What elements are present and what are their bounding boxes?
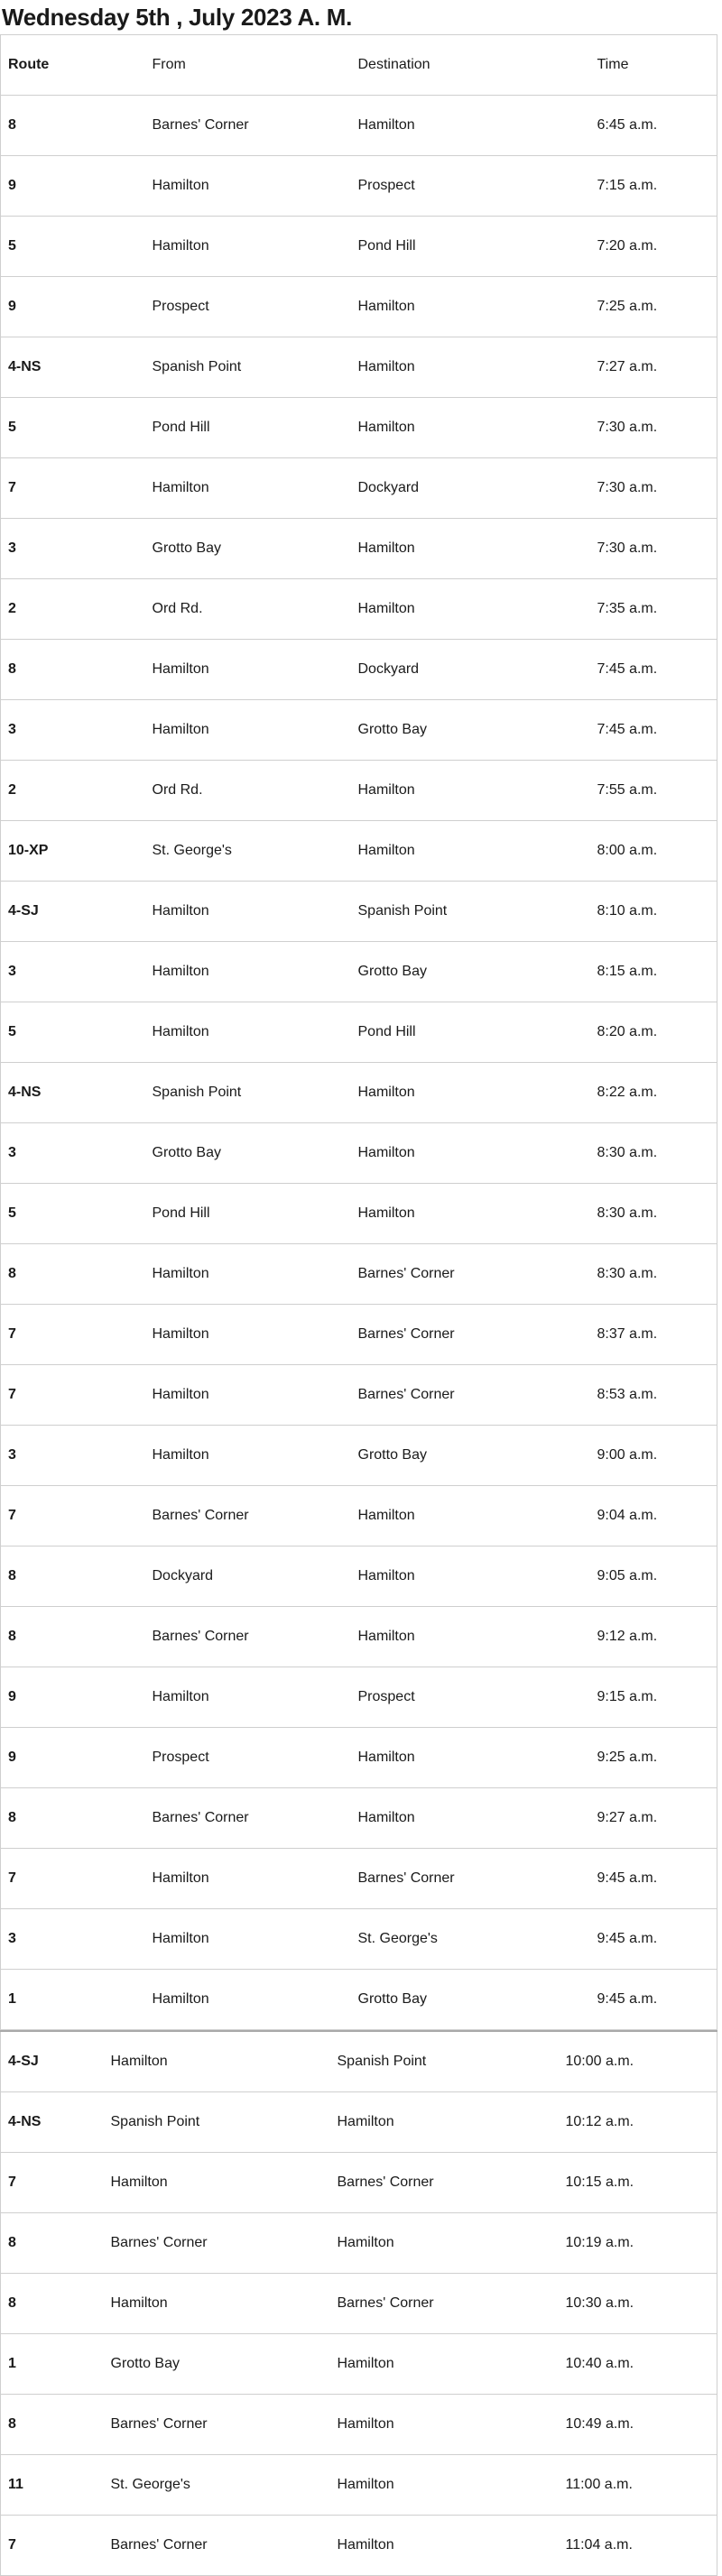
table-row xyxy=(1,1365,717,1426)
cell-destination: Barnes' Corner xyxy=(330,2274,559,2334)
cell-route: 7 xyxy=(1,1849,145,1909)
table-row xyxy=(1,1849,717,1909)
cell-time: 7:55 a.m. xyxy=(590,761,717,821)
cell-time: 9:05 a.m. xyxy=(590,1547,717,1607)
table-row xyxy=(1,640,717,700)
cell-route: 2 xyxy=(1,579,145,640)
table-row xyxy=(1,2455,717,2516)
cell-destination: Dockyard xyxy=(351,640,590,700)
cell-destination: Hamilton xyxy=(351,277,590,337)
cell-from: Barnes' Corner xyxy=(104,2213,330,2274)
cell-route: 8 xyxy=(1,1788,145,1849)
cell-from: Hamilton xyxy=(145,700,351,761)
table-row xyxy=(1,1063,717,1123)
cell-route: 5 xyxy=(1,217,145,277)
cell-time: 7:45 a.m. xyxy=(590,640,717,700)
cell-from: Barnes' Corner xyxy=(145,96,351,156)
cell-from: Hamilton xyxy=(145,640,351,700)
cell-route: 8 xyxy=(1,96,145,156)
cell-route: 7 xyxy=(1,1486,145,1547)
table-row xyxy=(1,1244,717,1305)
cell-time: 8:53 a.m. xyxy=(590,1365,717,1426)
cell-time: 11:04 a.m. xyxy=(559,2516,717,2576)
cell-from: Hamilton xyxy=(145,1970,351,2030)
cell-from: Barnes' Corner xyxy=(145,1486,351,1547)
cell-route: 1 xyxy=(1,2334,104,2395)
cell-from: Barnes' Corner xyxy=(145,1788,351,1849)
table-row xyxy=(1,2516,717,2576)
cell-route: 10-XP xyxy=(1,821,145,882)
cell-route: 7 xyxy=(1,1305,145,1365)
cell-destination: Grotto Bay xyxy=(351,700,590,761)
cell-route: 8 xyxy=(1,2395,104,2455)
table-row xyxy=(1,821,717,882)
table-row xyxy=(1,2031,717,2092)
cell-route: 8 xyxy=(1,2213,104,2274)
cell-destination: Hamilton xyxy=(351,96,590,156)
cell-destination: Barnes' Corner xyxy=(351,1365,590,1426)
cell-from: Hamilton xyxy=(145,217,351,277)
cell-route: 8 xyxy=(1,1607,145,1667)
cell-time: 7:30 a.m. xyxy=(590,519,717,579)
cell-from: Hamilton xyxy=(145,1667,351,1728)
cell-time: 7:35 a.m. xyxy=(590,579,717,640)
cell-destination: Hamilton xyxy=(351,1486,590,1547)
cell-route: 4-SJ xyxy=(1,882,145,942)
cell-time: 7:20 a.m. xyxy=(590,217,717,277)
cell-destination: Barnes' Corner xyxy=(351,1244,590,1305)
cell-destination: Hamilton xyxy=(330,2334,559,2395)
table-row xyxy=(1,337,717,398)
cell-destination: Grotto Bay xyxy=(351,1426,590,1486)
cell-time: 10:00 a.m. xyxy=(559,2031,717,2092)
cell-route: 8 xyxy=(1,1244,145,1305)
table-row xyxy=(1,2274,717,2334)
table-row xyxy=(1,458,717,519)
cell-destination: Hamilton xyxy=(351,337,590,398)
table-row xyxy=(1,217,717,277)
table-row xyxy=(1,1184,717,1244)
table-row xyxy=(1,1547,717,1607)
cell-destination: Hamilton xyxy=(351,1788,590,1849)
cell-route: 8 xyxy=(1,2274,104,2334)
cell-destination: Hamilton xyxy=(351,1063,590,1123)
cell-from: St. George's xyxy=(104,2455,330,2516)
cell-from: St. George's xyxy=(145,821,351,882)
cell-destination: Pond Hill xyxy=(351,217,590,277)
cell-from: Barnes' Corner xyxy=(104,2516,330,2576)
cell-time: 7:25 a.m. xyxy=(590,277,717,337)
cell-route: 3 xyxy=(1,700,145,761)
cell-destination: Hamilton xyxy=(330,2455,559,2516)
cell-time: 8:30 a.m. xyxy=(590,1184,717,1244)
cell-route: 4-NS xyxy=(1,337,145,398)
cell-time: 9:45 a.m. xyxy=(590,1849,717,1909)
cell-from: Hamilton xyxy=(145,156,351,217)
cell-time: 9:04 a.m. xyxy=(590,1486,717,1547)
cell-time: 9:45 a.m. xyxy=(590,1909,717,1970)
cell-time: 9:00 a.m. xyxy=(590,1426,717,1486)
cell-from: Hamilton xyxy=(104,2274,330,2334)
cell-destination: Dockyard xyxy=(351,458,590,519)
cell-from: Spanish Point xyxy=(145,1063,351,1123)
column-header-from: From xyxy=(145,35,351,96)
cell-from: Prospect xyxy=(145,1728,351,1788)
cell-destination: Grotto Bay xyxy=(351,1970,590,2030)
table-row xyxy=(1,2092,717,2153)
cell-route: 7 xyxy=(1,2516,104,2576)
cell-destination: Hamilton xyxy=(351,519,590,579)
cell-from: Grotto Bay xyxy=(145,519,351,579)
cell-time: 7:30 a.m. xyxy=(590,458,717,519)
cell-from: Hamilton xyxy=(145,1365,351,1426)
cell-destination: Hamilton xyxy=(330,2213,559,2274)
cell-destination: Hamilton xyxy=(351,579,590,640)
cell-time: 6:45 a.m. xyxy=(590,96,717,156)
cell-route: 4-NS xyxy=(1,1063,145,1123)
cell-destination: Hamilton xyxy=(330,2395,559,2455)
cell-destination: Hamilton xyxy=(351,1547,590,1607)
cell-time: 9:27 a.m. xyxy=(590,1788,717,1849)
cell-destination: Hamilton xyxy=(351,761,590,821)
cell-route: 3 xyxy=(1,1909,145,1970)
column-header-destination: Destination xyxy=(351,35,590,96)
table-row xyxy=(1,1305,717,1365)
table-row xyxy=(1,761,717,821)
cell-from: Hamilton xyxy=(145,458,351,519)
cell-time: 9:25 a.m. xyxy=(590,1728,717,1788)
cell-destination: Pond Hill xyxy=(351,1002,590,1063)
cell-destination: Hamilton xyxy=(351,398,590,458)
column-header-route: Route xyxy=(1,35,145,96)
table-row xyxy=(1,1728,717,1788)
cell-time: 10:40 a.m. xyxy=(559,2334,717,2395)
cell-route: 9 xyxy=(1,1728,145,1788)
table-row xyxy=(1,882,717,942)
table-row xyxy=(1,1788,717,1849)
table-row xyxy=(1,1970,717,2030)
cell-route: 7 xyxy=(1,1365,145,1426)
cell-time: 9:12 a.m. xyxy=(590,1607,717,1667)
cell-destination: Spanish Point xyxy=(351,882,590,942)
cell-time: 8:20 a.m. xyxy=(590,1002,717,1063)
cell-time: 8:22 a.m. xyxy=(590,1063,717,1123)
cell-from: Hamilton xyxy=(145,1426,351,1486)
cell-destination: Prospect xyxy=(351,1667,590,1728)
cell-route: 4-NS xyxy=(1,2092,104,2153)
cell-from: Dockyard xyxy=(145,1547,351,1607)
schedule-table xyxy=(0,34,717,2030)
cell-from: Ord Rd. xyxy=(145,579,351,640)
cell-time: 11:00 a.m. xyxy=(559,2455,717,2516)
cell-destination: Barnes' Corner xyxy=(351,1305,590,1365)
cell-route: 2 xyxy=(1,761,145,821)
table-row xyxy=(1,398,717,458)
schedule-rows-late xyxy=(1,2031,717,2576)
cell-time: 7:15 a.m. xyxy=(590,156,717,217)
cell-destination: Hamilton xyxy=(330,2092,559,2153)
page-title: Wednesday 5th , July 2023 A. M. xyxy=(2,4,353,31)
column-header-time: Time xyxy=(590,35,717,96)
table-row xyxy=(1,2334,717,2395)
cell-time: 8:37 a.m. xyxy=(590,1305,717,1365)
cell-destination: Barnes' Corner xyxy=(351,1849,590,1909)
cell-time: 8:30 a.m. xyxy=(590,1244,717,1305)
cell-destination: Hamilton xyxy=(351,1728,590,1788)
cell-from: Spanish Point xyxy=(145,337,351,398)
cell-destination: Hamilton xyxy=(330,2516,559,2576)
table-row xyxy=(1,1486,717,1547)
cell-destination: St. George's xyxy=(351,1909,590,1970)
cell-route: 4-SJ xyxy=(1,2031,104,2092)
cell-from: Grotto Bay xyxy=(145,1123,351,1184)
cell-time: 10:15 a.m. xyxy=(559,2153,717,2213)
table-row xyxy=(1,942,717,1002)
cell-destination: Spanish Point xyxy=(330,2031,559,2092)
table-row xyxy=(1,1667,717,1728)
table-row xyxy=(1,1002,717,1063)
cell-route: 7 xyxy=(1,458,145,519)
cell-from: Spanish Point xyxy=(104,2092,330,2153)
cell-from: Prospect xyxy=(145,277,351,337)
cell-time: 10:19 a.m. xyxy=(559,2213,717,2274)
cell-from: Hamilton xyxy=(145,1244,351,1305)
cell-route: 3 xyxy=(1,1123,145,1184)
cell-time: 8:15 a.m. xyxy=(590,942,717,1002)
cell-route: 9 xyxy=(1,277,145,337)
cell-destination: Hamilton xyxy=(351,1607,590,1667)
cell-destination: Hamilton xyxy=(351,1184,590,1244)
cell-time: 8:00 a.m. xyxy=(590,821,717,882)
schedule-table-late xyxy=(0,2030,717,2576)
table-row xyxy=(1,579,717,640)
cell-route: 7 xyxy=(1,2153,104,2213)
cell-from: Ord Rd. xyxy=(145,761,351,821)
cell-from: Hamilton xyxy=(145,1909,351,1970)
cell-route: 3 xyxy=(1,1426,145,1486)
table-row xyxy=(1,1909,717,1970)
cell-time: 10:49 a.m. xyxy=(559,2395,717,2455)
cell-from: Grotto Bay xyxy=(104,2334,330,2395)
cell-destination: Barnes' Corner xyxy=(330,2153,559,2213)
cell-time: 9:15 a.m. xyxy=(590,1667,717,1728)
cell-destination: Hamilton xyxy=(351,1123,590,1184)
table-row xyxy=(1,2153,717,2213)
table-row xyxy=(1,156,717,217)
cell-time: 7:30 a.m. xyxy=(590,398,717,458)
cell-time: 9:45 a.m. xyxy=(590,1970,717,2030)
table-row xyxy=(1,277,717,337)
table-row xyxy=(1,700,717,761)
cell-route: 3 xyxy=(1,942,145,1002)
cell-from: Hamilton xyxy=(104,2153,330,2213)
cell-route: 3 xyxy=(1,519,145,579)
cell-route: 8 xyxy=(1,1547,145,1607)
cell-destination: Hamilton xyxy=(351,821,590,882)
cell-from: Pond Hill xyxy=(145,398,351,458)
cell-route: 9 xyxy=(1,1667,145,1728)
table-row xyxy=(1,2395,717,2455)
cell-from: Hamilton xyxy=(145,942,351,1002)
cell-time: 10:30 a.m. xyxy=(559,2274,717,2334)
cell-time: 7:45 a.m. xyxy=(590,700,717,761)
table-row xyxy=(1,2213,717,2274)
table-row xyxy=(1,1123,717,1184)
cell-route: 5 xyxy=(1,1002,145,1063)
cell-route: 5 xyxy=(1,398,145,458)
schedule-rows xyxy=(1,96,717,2030)
cell-from: Barnes' Corner xyxy=(145,1607,351,1667)
cell-from: Pond Hill xyxy=(145,1184,351,1244)
cell-from: Barnes' Corner xyxy=(104,2395,330,2455)
cell-from: Hamilton xyxy=(145,1002,351,1063)
cell-route: 5 xyxy=(1,1184,145,1244)
cell-time: 8:10 a.m. xyxy=(590,882,717,942)
cell-time: 7:27 a.m. xyxy=(590,337,717,398)
cell-from: Hamilton xyxy=(104,2031,330,2092)
cell-route: 9 xyxy=(1,156,145,217)
cell-time: 8:30 a.m. xyxy=(590,1123,717,1184)
cell-destination: Prospect xyxy=(351,156,590,217)
cell-route: 8 xyxy=(1,640,145,700)
cell-route: 11 xyxy=(1,2455,104,2516)
header-row xyxy=(1,35,717,96)
table-row xyxy=(1,96,717,156)
table-row xyxy=(1,519,717,579)
cell-time: 10:12 a.m. xyxy=(559,2092,717,2153)
cell-route: 1 xyxy=(1,1970,145,2030)
cell-from: Hamilton xyxy=(145,1849,351,1909)
cell-from: Hamilton xyxy=(145,882,351,942)
cell-destination: Grotto Bay xyxy=(351,942,590,1002)
table-row xyxy=(1,1426,717,1486)
cell-from: Hamilton xyxy=(145,1305,351,1365)
table-row xyxy=(1,1607,717,1667)
